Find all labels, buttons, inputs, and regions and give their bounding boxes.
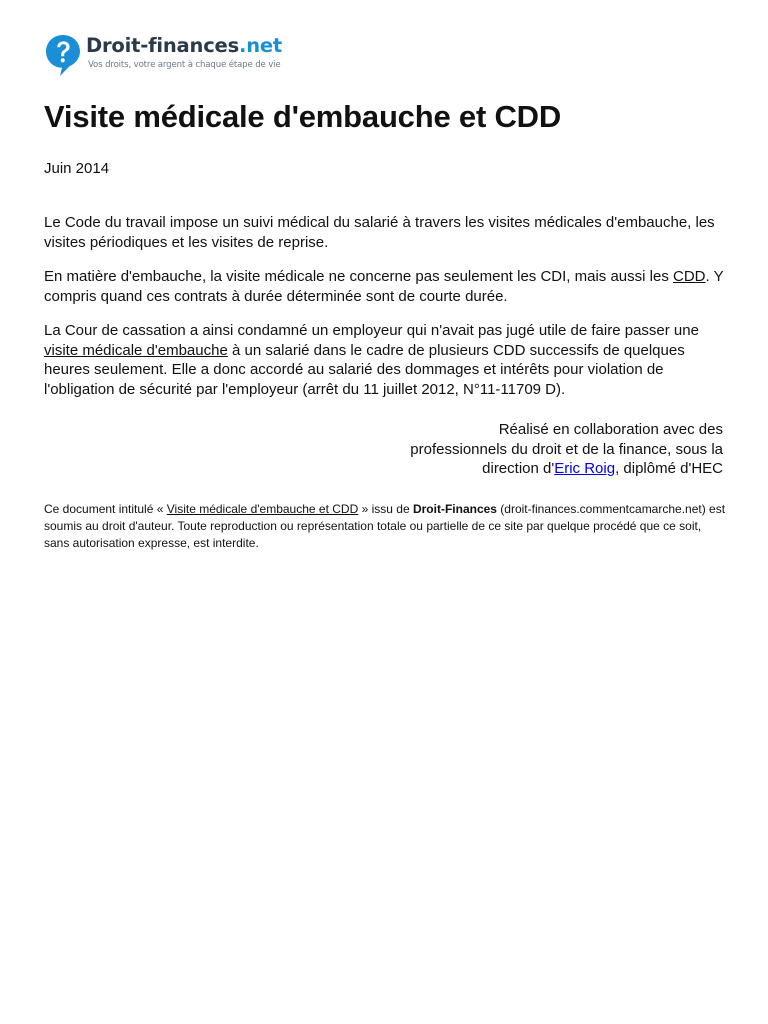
logo-name-main: Droit-finances [86, 34, 239, 57]
paragraph-cassation [44, 321, 724, 399]
visite-medicale-link[interactable]: visite médicale d'embauche [44, 341, 228, 359]
logo-wordmark [86, 34, 282, 57]
author-link[interactable]: Eric Roig [554, 460, 616, 477]
footer-source-name: Droit-Finances [412, 502, 497, 516]
credit-line-3 [343, 459, 723, 479]
credit-line-1: Réalisé en collaboration avec des [498, 421, 723, 438]
copyright-notice [44, 501, 729, 552]
question-bubble-icon [44, 33, 82, 77]
credit-line-3-text-2: , diplômé d'HEC [615, 460, 723, 477]
footer-text-3: (droit-finances.commentcamarche.net) est soumis au droit d'auteur. Toute reproduction ou représentation totale ou partielle de ce site par quelque procédé que ce soit, sans autorisation expresse, est interdite. [44, 502, 726, 550]
paragraph-cdd [44, 267, 724, 306]
paragraph-intro: Le Code du travail impose un suivi médical du salarié à travers les visites médicales d'embauche, les visites périodiques et les visites de reprise. [44, 214, 715, 251]
paragraph-cdd-text-2: . Y compris quand ces contrats à durée déterminée sont de courte durée. [44, 268, 724, 305]
site-logo[interactable] [44, 33, 304, 79]
footer-text-2: » issu de [358, 502, 413, 516]
credit-line-2: professionnels du droit et de la finance, sous la [410, 440, 723, 458]
page-title: Visite médicale d'embauche et CDD [44, 99, 562, 134]
paragraph-cdd-text-1: En matière d'embauche, la visite médicale ne concerne pas seulement les CDI, mais aussi les [44, 268, 673, 285]
author-credit [343, 420, 723, 479]
logo-name-tld: .net [238, 34, 283, 57]
publication-date: Juin 2014 [44, 160, 110, 177]
credit-line-3-text-1: direction d' [482, 460, 555, 477]
paragraph-cassation-text-1: La Cour de cassation a ainsi condamné un employeur qui n'avait pas jugé utile de faire passer une [44, 322, 699, 339]
logo-tagline: Vos droits, votre argent à chaque étape de vie [88, 60, 281, 70]
footer-text-1: Ce document intitulé « [44, 502, 167, 516]
footer-document-link[interactable]: Visite médicale d'embauche et CDD [166, 502, 359, 516]
paragraph-cassation-text-2: à un salarié dans le cadre de plusieurs CDD successifs de quelques heures seulement. Elle a donc accordé au salarié des dommages et intérêts pour violation de l'obligation de sécurité par l'employeur (arrêt du 11 juillet 2012, N°11-11709 D). [44, 341, 685, 398]
article-body [44, 213, 724, 414]
cdd-link[interactable]: CDD [673, 268, 706, 285]
